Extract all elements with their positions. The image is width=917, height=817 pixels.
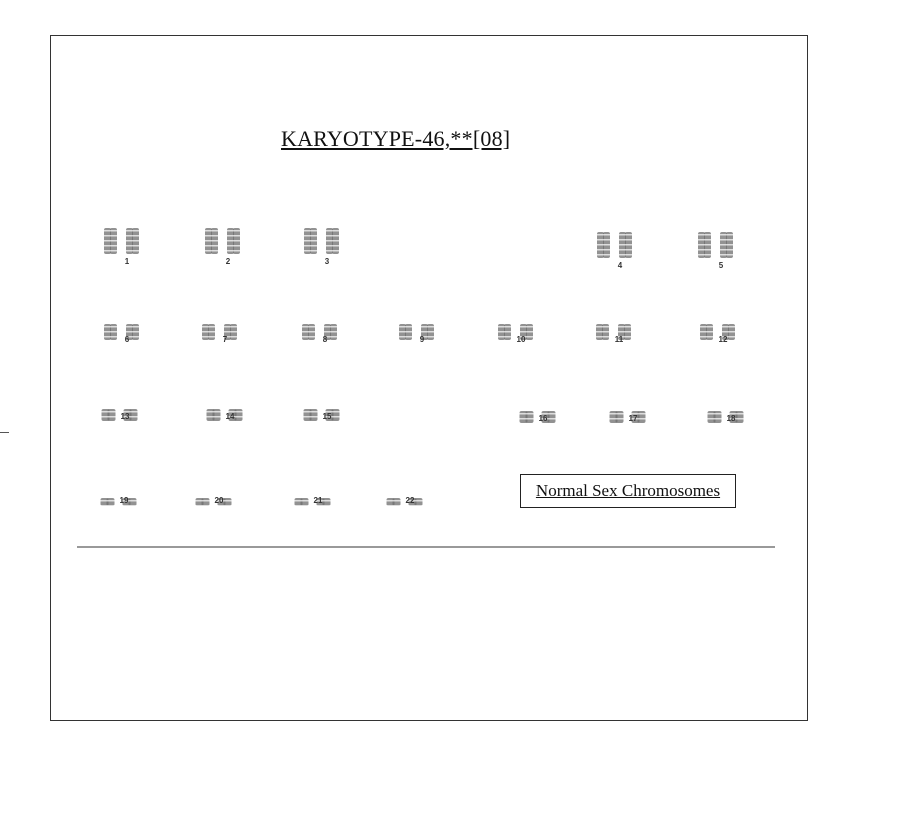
chromosome-band [597,244,611,246]
chromosome-pair [387,314,457,354]
chromosome-band [720,239,734,241]
chromosome-band [387,505,402,507]
chromosome-pair [375,480,445,520]
chromosome-band [520,331,534,333]
chromosome-band [104,230,118,232]
chromosome-pair [686,232,756,272]
chromosome-band [326,230,340,232]
chromosome-number: 12 [718,335,728,344]
chromosome-number: 15 [322,412,332,421]
chromosome-band [126,245,140,247]
chromosome-band [618,326,632,328]
chromosome-pair [193,228,263,268]
chromosome-pair [90,395,160,435]
chromosome-band [619,234,633,236]
chromosome-number: 21 [313,496,323,505]
chromosome-band [123,505,138,507]
chromosome-pair-graphic [375,480,445,510]
chromosome-band [227,250,241,252]
chromosome-band [104,245,118,247]
chromosome-pair [486,314,556,354]
chromosome-band [126,326,140,328]
chromosome-pair [92,228,162,268]
chromosome-band [596,331,610,333]
chromosome-band [720,234,734,236]
chromosome-band [304,250,318,252]
chromosome-band [596,326,610,328]
chromosome-band [126,331,140,333]
chromosome-band [720,244,734,246]
chromosome-band [126,240,140,242]
chromosome-number: 7 [222,335,228,344]
chromosome-band [224,331,238,333]
chromosome-band [302,331,316,333]
chromosome-band [205,245,219,247]
chromosome-band [205,235,219,237]
chromosome-number: 19 [119,496,129,505]
chromosome-band [597,239,611,241]
chromosome-band [126,235,140,237]
chromosome-band [619,239,633,241]
chromosome-band [597,249,611,251]
chromosome-band [304,245,318,247]
chromosome-pair [688,314,758,354]
chromosome-band [324,331,338,333]
chromosome-number: 20 [214,496,224,505]
chromosome-pair-graphic [686,232,756,262]
chromosome-band [698,244,712,246]
chromosome-band [722,326,736,328]
chromosome-band [698,254,712,256]
chromosome-number: 14 [225,412,235,421]
chromosome-number: 1 [124,257,130,266]
chromosome-band [227,240,241,242]
chromosome-band [218,505,233,507]
chromosome-band [302,326,316,328]
chromosome-band [409,505,424,507]
chromosome-band [227,245,241,247]
chromosome-pair [292,395,362,435]
chromosome-band [101,505,116,507]
chromosome-band [597,234,611,236]
chromosome-pair [508,397,578,437]
chromosome-band [104,326,118,328]
chromosome-pair [696,397,766,437]
chromosome-band [304,240,318,242]
chromosome-band [227,235,241,237]
chromosome-band [619,249,633,251]
chromosome-number: 4 [617,261,623,270]
chromosome-band [619,254,633,256]
chromosome-band [698,249,712,251]
chromosome-pair-graphic [585,232,655,262]
chromosome-pair [184,480,254,520]
chromosome-number: 2 [225,257,231,266]
chromosome-pair [585,232,655,272]
chromosome-band [700,331,714,333]
chromosome-pair [598,397,668,437]
chromosome-band [326,235,340,237]
chromosome-band [597,254,611,256]
chromosome-band [421,331,435,333]
chromosome-band [202,331,216,333]
chromosome-pair [89,480,159,520]
chromosome-number: 17 [628,414,638,423]
chromosome-band [205,240,219,242]
chromosome-number: 22 [405,496,415,505]
chromosome-band [498,326,512,328]
chromosome-number: 10 [516,335,526,344]
chromosome-number: 9 [419,335,425,344]
chromosome-band [104,250,118,252]
chromosome-number: 5 [718,261,724,270]
chromosome-pair [290,314,360,354]
chromosome-pair-graphic [92,228,162,258]
chromosome-band [399,331,413,333]
chromosome-band [421,326,435,328]
chromosome-pair [190,314,260,354]
chromosome-band [399,326,413,328]
chromosome-band [326,250,340,252]
chromosome-band [618,331,632,333]
chromosome-band [304,230,318,232]
chromosome-band [326,240,340,242]
chromosome-band [700,326,714,328]
chromosome-band [317,505,332,507]
chromosome-pair [584,314,654,354]
divider-line [77,546,775,548]
chromosome-band [126,250,140,252]
chromosome-pair-graphic [89,480,159,510]
chromosome-number: 8 [322,335,328,344]
chromosome-band [720,254,734,256]
chromosome-band [126,230,140,232]
chromosome-band [295,505,310,507]
chromosome-band [304,235,318,237]
chromosome-number: 13 [120,412,130,421]
karyotype-title: KARYOTYPE-46,**[08] [281,126,511,151]
sex-chromosomes-box [520,474,736,508]
chromosome-band [326,245,340,247]
chromosome-pair-graphic [283,480,353,510]
chromosome-pair [92,314,162,354]
chromosome-band [720,249,734,251]
chromosome-band [104,235,118,237]
margin-tick [0,432,9,433]
chromosome-band [698,239,712,241]
chromosome-pair [283,480,353,520]
sex-chromosomes-label: Normal Sex Chromosomes [535,481,721,500]
chromosome-band [104,331,118,333]
chromosome-band [224,326,238,328]
chromosome-pair [292,228,362,268]
chromosome-number: 3 [324,257,330,266]
chromosome-pair-graphic [292,228,362,258]
chromosome-band [202,326,216,328]
chromosome-number: 6 [124,335,130,344]
chromosome-band [520,326,534,328]
chromosome-pair [195,395,265,435]
chromosome-pair-graphic [184,480,254,510]
chromosome-band [498,331,512,333]
chromosome-number: 11 [614,335,624,344]
chromosome-pair-graphic [193,228,263,258]
chromosome-number: 18 [726,414,736,423]
chromosome-band [104,240,118,242]
chromosome-band [698,234,712,236]
chromosome-band [227,230,241,232]
chromosome-number: 16 [538,414,548,423]
chromosome-band [205,230,219,232]
chromosome-band [205,250,219,252]
chromosome-band [619,244,633,246]
chromosome-band [722,331,736,333]
chromosome-band [196,505,211,507]
chromosome-band [324,326,338,328]
